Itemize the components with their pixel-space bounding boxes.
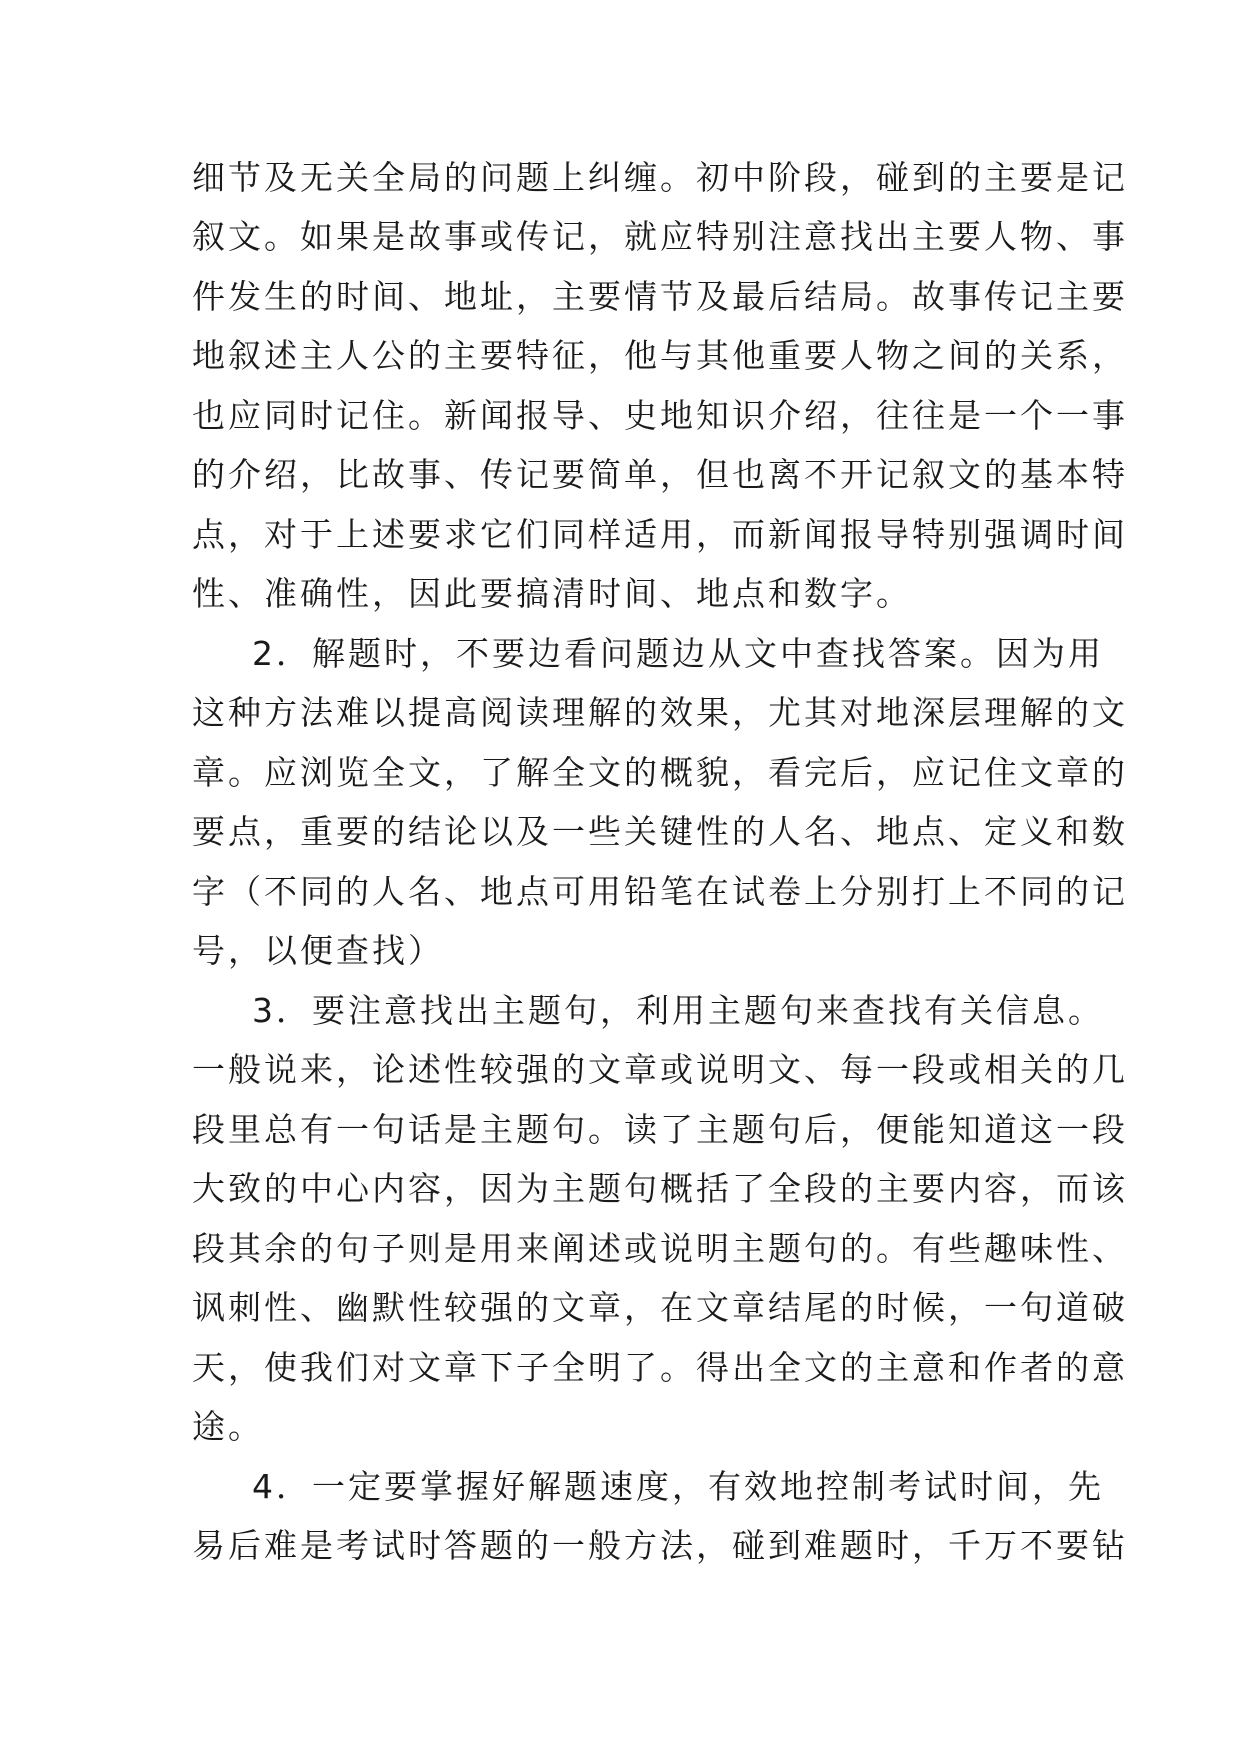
text-line: 段其余的句子则是用来阐述或说明主题句的。有些趣味性、	[192, 1229, 1128, 1268]
text-line: 性、准确性，因此要搞清时间、地点和数字。	[192, 574, 912, 613]
text-line: 件发生的时间、地址，主要情节及最后结局。故事传记主要	[192, 277, 1128, 316]
text-line: 段里总有一句话是主题句。读了主题句后，便能知道这一段	[192, 1110, 1128, 1149]
text-line: 号，以便查找）	[192, 931, 444, 970]
text-line: 细节及无关全局的问题上纠缠。初中阶段，碰到的主要是记	[192, 158, 1128, 197]
text-line: 要点，重要的结论以及一些关键性的人名、地点、定义和数	[192, 812, 1128, 851]
text-line: 叙文。如果是故事或传记，就应特别注意找出主要人物、事	[192, 217, 1128, 256]
text-line: 这种方法难以提高阅读理解的效果，尤其对地深层理解的文	[192, 693, 1128, 732]
text-line: 天，使我们对文章下子全明了。得出全文的主意和作者的意	[192, 1348, 1128, 1387]
paragraph-start-line: 2．解题时，不要边看问题边从文中查找答案。因为用	[252, 634, 1104, 673]
text-line: 易后难是考试时答题的一般方法，碰到难题时，千万不要钻	[192, 1526, 1128, 1565]
text-line: 章。应浏览全文，了解全文的概貌，看完后，应记住文章的	[192, 753, 1128, 792]
text-line: 点，对于上述要求它们同样适用，而新闻报导特别强调时间	[192, 515, 1128, 554]
text-line: 的介绍，比故事、传记要简单，但也离不开记叙文的基本特	[192, 455, 1128, 494]
text-line: 地叙述主人公的主要特征，他与其他重要人物之间的关系，	[192, 336, 1128, 375]
text-line: 字（不同的人名、地点可用铅笔在试卷上分别打上不同的记	[192, 872, 1128, 911]
text-line: 也应同时记住。新闻报导、史地知识介绍，往往是一个一事	[192, 396, 1128, 435]
paragraph-start-line: 4．一定要掌握好解题速度，有效地控制考试时间，先	[252, 1467, 1104, 1506]
paragraph-start-line: 3．要注意找出主题句，利用主题句来查找有关信息。	[252, 991, 1104, 1030]
text-line: 大致的中心内容，因为主题句概括了全段的主要内容，而该	[192, 1169, 1128, 1208]
text-line: 途。	[192, 1407, 264, 1446]
text-line: 一般说来，论述性较强的文章或说明文、每一段或相关的几	[192, 1050, 1128, 1089]
text-line: 讽刺性、幽默性较强的文章，在文章结尾的时候，一句道破	[192, 1288, 1128, 1327]
